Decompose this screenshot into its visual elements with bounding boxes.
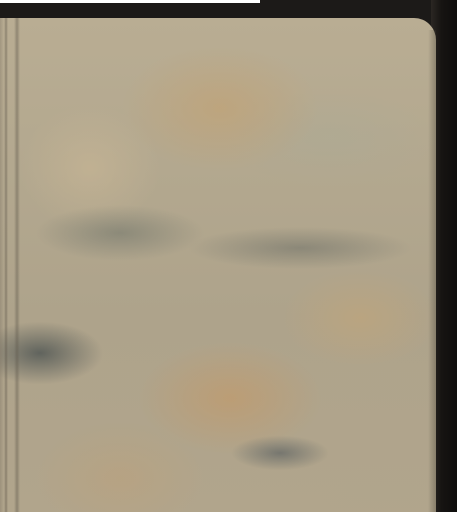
spine-fold (0, 18, 22, 512)
cover-edge-shadow (428, 30, 436, 512)
scan-edge-strip (0, 0, 260, 3)
marbled-cover-board (0, 18, 436, 512)
